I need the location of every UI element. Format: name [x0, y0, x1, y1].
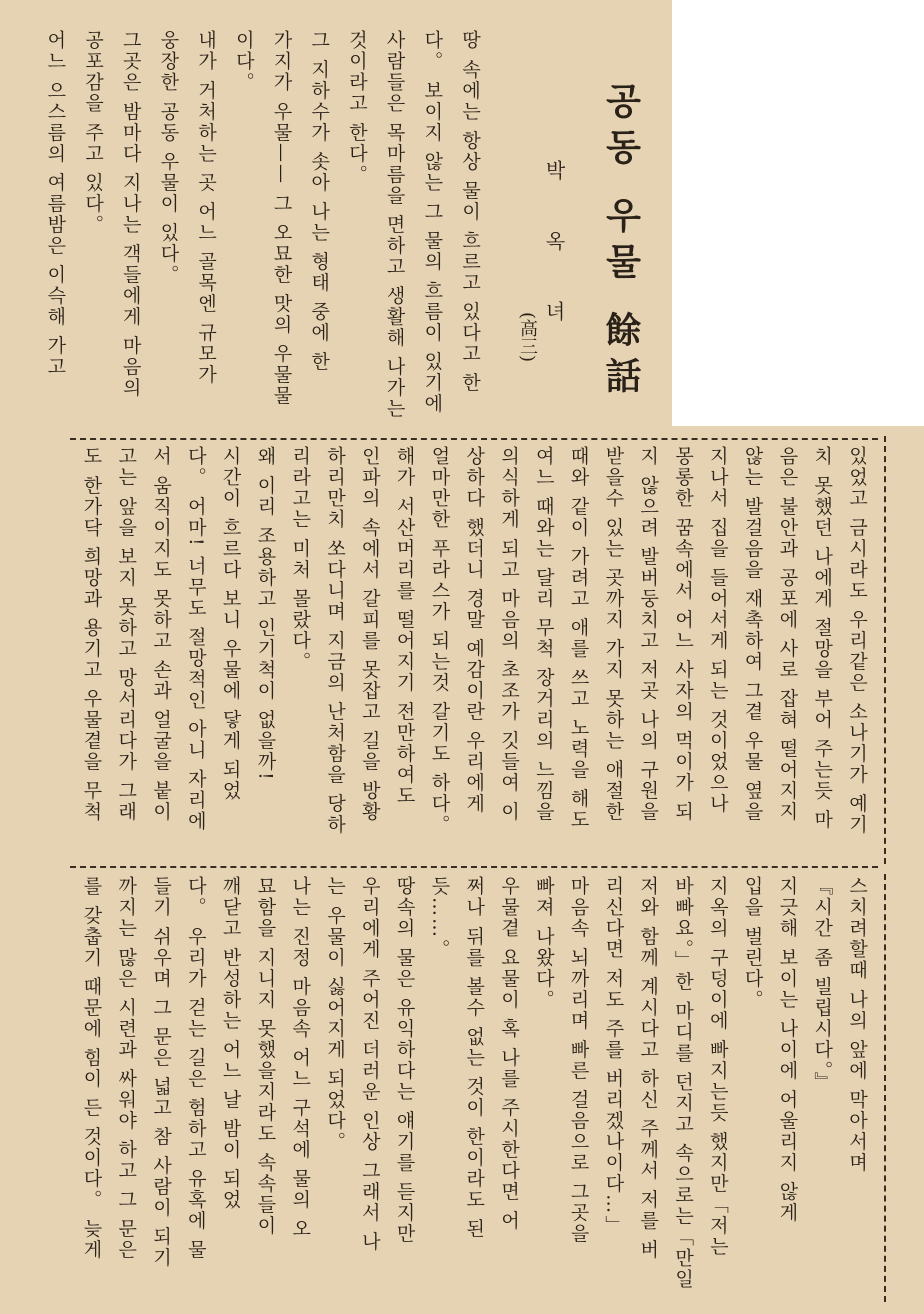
text-column: 왜 이리 조용하고 인기척이 없을까! [254, 446, 277, 782]
text-column: 고는 앞을 보지 못하고 망서리다가 그래 [115, 446, 138, 823]
text-column: 다。 어마! 너무도 절망적인 아니 자리에 [184, 446, 207, 832]
text-column: 음은 불안과 공포에 사로 잡혀 떨어지지 [776, 446, 799, 823]
text-column: 다。 보이지 않는 그 물의 흐름이 있기에 [421, 30, 444, 415]
text-column: 때와 같이 가려고 애를 쓰고 노력을 해도 [567, 446, 590, 831]
section-divider [70, 438, 878, 440]
text-column: 땅속의 물은 유익하다는 얘기를 듣지만 [393, 876, 416, 1245]
text-column: 가지가 우물—— 그 오묘한 맛의 우물물 [270, 30, 293, 407]
text-column: 사람들은 목마름을 면하고 생활해 나가는 [383, 30, 406, 420]
text-column: 서 움직이지도 못하고 손과 얼굴을 붙이 [150, 446, 172, 823]
text-column: 땅 속에는 항상 물이 흐르고 있다고 한 [459, 30, 481, 394]
article-grade: (高三) [517, 312, 538, 363]
text-column: 몽롱한 꿈속에서 어느 사자의 먹이가 되 [672, 446, 694, 823]
text-column: 그 지하수가 솟아 나는 형태 중에 한 [308, 30, 331, 373]
text-column: 빠져 나왔다。 [532, 876, 555, 1011]
text-column: 시간이 흐르다 보니 우물에 닿게 되었 [219, 446, 242, 802]
text-column: 나는 진정 마음속 어느 구석에 물의 오 [289, 876, 312, 1240]
text-column: 의식하게 되고 마음의 초조가 깃들여 이 [498, 446, 520, 823]
text-column: 우물곁 요물이 혹 나를 주시한다면 어 [498, 876, 520, 1232]
text-column: 『시간 좀 빌립시다。』 [811, 876, 834, 1093]
text-column: 지나서 집을 들어서게 되는 것이었으나 [706, 446, 729, 815]
text-column: 어느 으스름의 여름밤은 이슥해 가고 [44, 30, 67, 378]
text-column: 것이라고 한다。 [345, 30, 368, 186]
text-column: 깨닫고 반성하는 어느 날 밤이 되었 [219, 876, 242, 1211]
text-column: 상하다 했더니 경말 예감이란 우리에게 [463, 446, 486, 815]
text-column: 저와 함께 계시다고 하신 주께서 저를 버 [637, 876, 660, 1261]
text-column: 스치려할때 나의 앞에 막아서며 [846, 876, 868, 1174]
text-column: 도 한가닥 희망과 용기고 우물곁을 무척 [80, 446, 103, 823]
text-column: 해가 서산머리를 떨어지기 전만하여도 [393, 446, 416, 807]
text-column: 리라고는 미처 몰랐다。 [289, 446, 312, 673]
text-column: 하리만치 쏘다니며 지금의 난처함을 당하 [324, 446, 346, 836]
text-column: 받을수 있는 곳까지 가지 못하는 애절한 [602, 446, 625, 823]
text-column: 우리에게 주어진 더러운 인상 그래서 나 [358, 876, 381, 1253]
text-column: 그곳은 밤마다 지나는 객들에게 마음의 [119, 30, 142, 399]
article-title: 공동 우물 餘話 [600, 82, 642, 404]
text-column: 않는 발걸음을 재촉하여 그곁 우물 옆을 [741, 446, 764, 823]
section-divider [70, 866, 878, 868]
article-author: 박 옥 녀 [542, 160, 566, 343]
text-column: 까지는 많은 시련과 싸워야 하고 그 문은 [115, 876, 138, 1261]
text-column: 웅장한 공동 우물이 있다。 [157, 30, 180, 286]
text-column: 들기 쉬우며 그 문은 넓고 참 사람이 되기 [150, 876, 172, 1269]
text-column: 공포감을 주고 있다。 [82, 30, 104, 236]
text-column: 이다。 [232, 30, 255, 93]
text-column: 바빠요。」한 마디를 던지고 속으로는「만일 [672, 876, 694, 1290]
text-column: 지긋해 보이는 나이에 어울리지 않게 [776, 876, 799, 1224]
text-column: 리신다면 저도 주를 버리겠나이다…」 [602, 876, 625, 1237]
text-column: 치 못했던 나에게 절망을 부어 주는듯 마 [811, 446, 834, 831]
text-column: 마음속 뇌까리며 빠른 걸음으로 그곳을 [567, 876, 590, 1245]
text-column: 쩌나 뒤를 볼수 없는 것이 한이라도 된 [463, 876, 486, 1240]
text-column: 여느 때와는 달리 무척 장거리의 느낌을 [532, 446, 555, 823]
text-column: 듯……。 [428, 876, 451, 960]
text-column: 다。 우리가 걷는 길은 험하고 유혹에 물 [184, 876, 207, 1261]
text-column: 지옥의 구덩이에 빠지는듯 했지만「저는 [706, 876, 729, 1258]
text-column: 있었고 금시라도 우리같은 소나기가 예기 [846, 446, 868, 836]
text-column: 지 않으려 발버둥치고 저곳 나의 구원을 [637, 446, 660, 823]
text-column: 인파의 속에서 갈피를 못잡고 길을 방황 [358, 446, 381, 823]
column-divider [884, 874, 886, 1302]
text-column: 내가 거처하는 곳 어느 골목엔 규모가 [195, 30, 218, 386]
text-column: 얼마만한 푸라스가 되는것 갈기도 하다。 [428, 446, 451, 836]
text-column: 는 우물이 싫어지게 되었다。 [324, 876, 346, 1153]
text-column: 를 갖춥기 때문에 힘이 든 것이다。 늦게 [80, 876, 103, 1261]
column-divider [884, 436, 886, 864]
text-column: 입을 벌린다。 [741, 876, 764, 1011]
text-column: 묘함을 지니지 못했을지라도 속속들이 [254, 876, 277, 1237]
clipping-left-paper [0, 432, 60, 1314]
